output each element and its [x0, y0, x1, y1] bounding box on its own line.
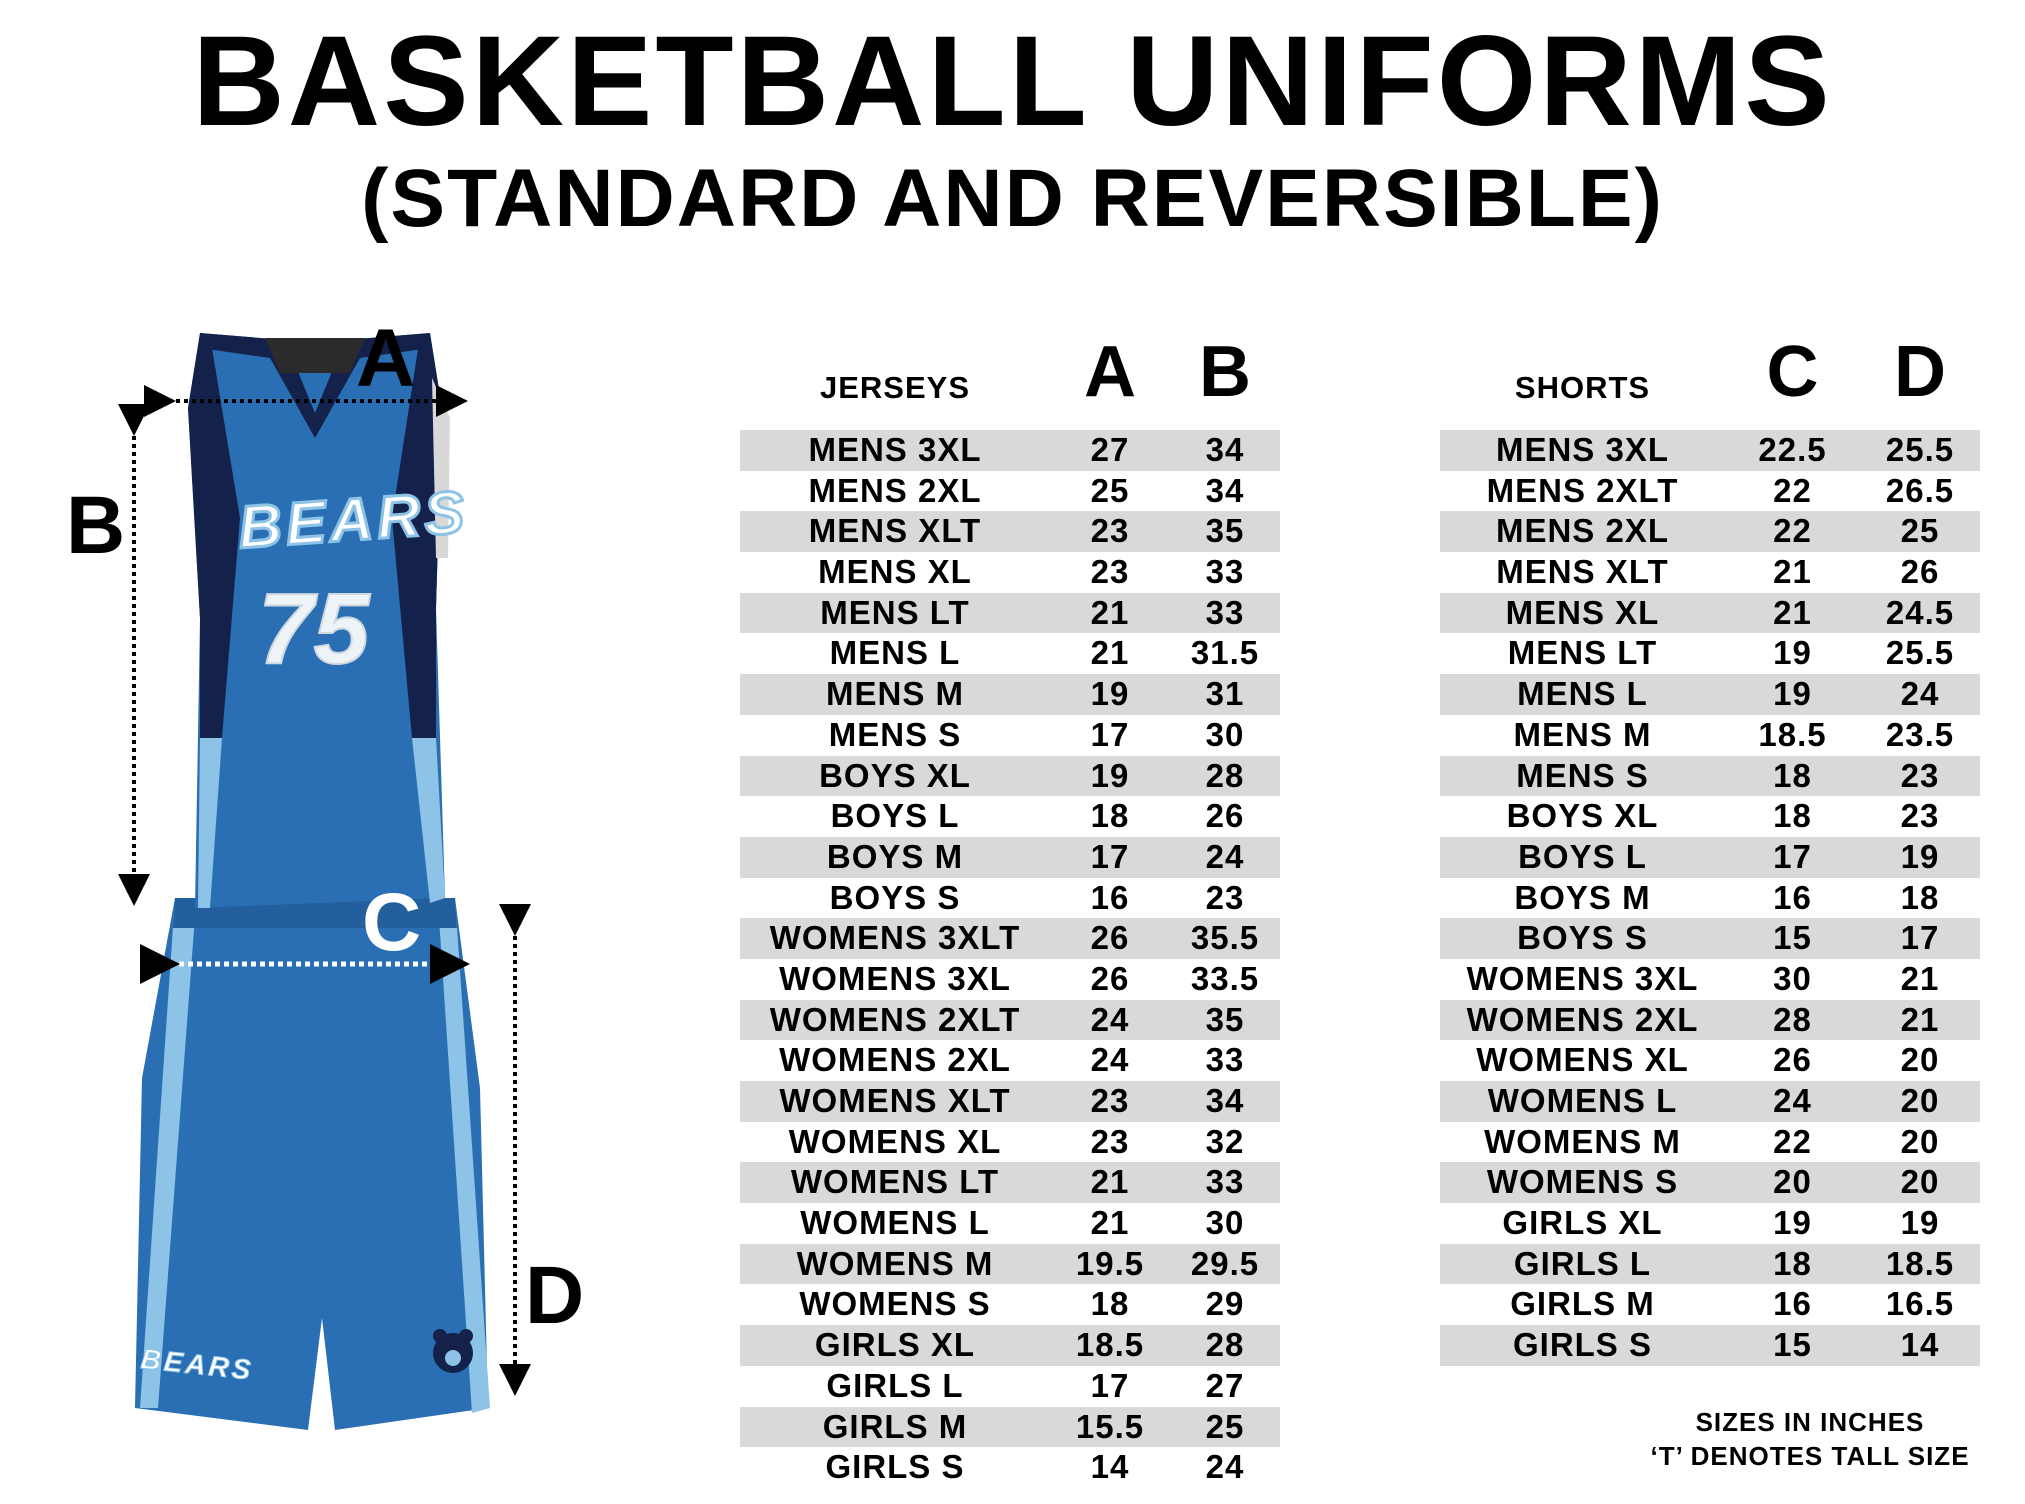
jerseys-cell-a: 19.5 [1075, 1244, 1145, 1282]
jerseys-table-row [740, 674, 1280, 715]
shorts-cell-d: 24 [1900, 675, 1940, 713]
jerseys-cell-a: 18 [1090, 1285, 1130, 1323]
jerseys-table-row [740, 1162, 1280, 1203]
shorts-cell-size: MENS 2XLT [1486, 471, 1679, 509]
jerseys-cell-b: 29.5 [1190, 1244, 1260, 1282]
shorts-cell-size: MENS 2XL [1495, 512, 1670, 550]
jerseys-table-header [740, 324, 1280, 416]
jerseys-header-a: A [1084, 332, 1136, 412]
shorts-cell-c: 21 [1773, 553, 1812, 591]
shorts-table-row [1440, 1000, 1980, 1041]
label-a: A [356, 318, 416, 404]
jerseys-cell-size: GIRLS S [825, 1448, 965, 1486]
shorts-cell-size: MENS XL [1505, 593, 1660, 631]
jersey-bears-text: BEARS [236, 478, 471, 561]
jerseys-cell-b: 31.5 [1190, 634, 1260, 672]
jerseys-cell-b: 28 [1205, 756, 1245, 794]
jerseys-table-row [740, 1122, 1280, 1163]
shorts-cell-size: BOYS L [1518, 837, 1647, 875]
shorts-cell-d: 20 [1900, 1163, 1940, 1201]
jerseys-cell-b: 35 [1205, 1000, 1245, 1038]
jerseys-cell-size: GIRLS M [822, 1407, 968, 1445]
jersey-number-text: 75 [258, 573, 370, 685]
jerseys-cell-b: 33 [1205, 553, 1245, 591]
jerseys-cell-b: 35 [1205, 512, 1245, 550]
jerseys-cell-a: 23 [1090, 512, 1130, 550]
shorts-cell-c: 22 [1773, 471, 1812, 509]
jerseys-cell-size: BOYS S [829, 878, 961, 916]
jerseys-cell-a: 16 [1090, 878, 1130, 916]
jerseys-size-table [740, 324, 1280, 1494]
page-subtitle: (STANDARD AND REVERSIBLE) [361, 153, 1664, 244]
shorts-cell-c: 17 [1773, 837, 1812, 875]
shorts-cell-size: BOYS XL [1506, 797, 1659, 835]
jerseys-cell-a: 21 [1090, 1163, 1130, 1201]
shorts-cell-d: 23.5 [1885, 715, 1955, 753]
jerseys-cell-b: 24 [1205, 837, 1245, 875]
jerseys-cell-b: 35.5 [1190, 919, 1260, 957]
jerseys-cell-a: 26 [1090, 959, 1130, 997]
shorts-cell-size: WOMENS S [1486, 1163, 1679, 1201]
jerseys-cell-b: 30 [1205, 715, 1245, 753]
shorts-table-row [1440, 715, 1980, 756]
shorts-table-row [1440, 471, 1980, 512]
jerseys-table-row [740, 1325, 1280, 1366]
jerseys-cell-size: WOMENS M [796, 1244, 994, 1282]
jerseys-cell-size: BOYS XL [819, 756, 971, 794]
shorts-header-c: C [1766, 332, 1819, 412]
shorts-cell-c: 19 [1773, 1204, 1812, 1242]
shorts-illustration [135, 898, 490, 1430]
shorts-table-row [1440, 1325, 1980, 1366]
jerseys-cell-a: 19 [1090, 675, 1130, 713]
jerseys-table-row [740, 471, 1280, 512]
shorts-cell-c: 30 [1773, 959, 1812, 997]
jerseys-cell-b: 33 [1205, 1163, 1245, 1201]
shorts-size-table [1440, 324, 1980, 1364]
jerseys-cell-size: MENS LT [820, 593, 970, 631]
jerseys-table-row [740, 715, 1280, 756]
jerseys-cell-size: MENS L [829, 634, 961, 672]
shorts-header-label: SHORTS [1514, 370, 1651, 405]
jerseys-cell-b: 28 [1205, 1326, 1245, 1364]
shorts-cell-d: 21 [1900, 1000, 1940, 1038]
shorts-cell-size: MENS M [1513, 715, 1652, 753]
jerseys-table-row [740, 1040, 1280, 1081]
jerseys-cell-a: 17 [1090, 837, 1130, 875]
shorts-table-row [1440, 756, 1980, 797]
jerseys-cell-b: 29 [1205, 1285, 1245, 1323]
jerseys-cell-a: 24 [1090, 1000, 1130, 1038]
jerseys-header-b: B [1199, 332, 1251, 412]
jerseys-cell-size: WOMENS S [799, 1285, 991, 1323]
jerseys-cell-size: WOMENS LT [790, 1163, 1000, 1201]
jerseys-table-row [740, 878, 1280, 919]
shorts-cell-size: MENS 3XL [1495, 431, 1670, 468]
shorts-table-row [1440, 511, 1980, 552]
bear-logo-icon [433, 1329, 473, 1373]
shorts-cell-size: GIRLS L [1513, 1244, 1652, 1282]
jerseys-cell-size: MENS S [828, 715, 962, 753]
shorts-cell-c: 21 [1773, 593, 1812, 631]
jerseys-table-row [740, 1447, 1280, 1488]
shorts-table-row [1440, 430, 1980, 471]
shorts-cell-size: BOYS S [1517, 919, 1648, 957]
shorts-cell-c: 26 [1773, 1041, 1812, 1079]
jerseys-table-row [740, 1203, 1280, 1244]
shorts-cell-d: 19 [1900, 1204, 1940, 1242]
jerseys-table-row [740, 633, 1280, 674]
shorts-cell-d: 23 [1900, 756, 1940, 794]
jerseys-cell-a: 27 [1090, 431, 1130, 468]
shorts-header-d: D [1894, 332, 1946, 412]
jerseys-cell-size: MENS XL [818, 553, 972, 591]
shorts-table-row [1440, 1284, 1980, 1325]
jerseys-cell-a: 21 [1090, 634, 1130, 672]
shorts-cell-size: GIRLS XL [1502, 1204, 1663, 1242]
uniform-illustration [60, 318, 600, 1448]
jerseys-cell-a: 26 [1090, 919, 1130, 957]
page-title: BASKETBALL UNIFORMS [192, 10, 1833, 153]
jerseys-cell-b: 31 [1205, 675, 1245, 713]
shorts-cell-size: GIRLS M [1510, 1285, 1655, 1323]
jerseys-cell-size: WOMENS 2XL [779, 1041, 1011, 1079]
uniform-diagram [60, 318, 600, 1448]
shorts-cell-size: WOMENS M [1484, 1122, 1681, 1160]
jerseys-cell-a: 19 [1090, 756, 1130, 794]
shorts-cell-size: MENS S [1516, 756, 1649, 794]
jerseys-table-row [740, 1081, 1280, 1122]
shorts-cell-size: WOMENS XL [1476, 1041, 1689, 1079]
shorts-cell-d: 24.5 [1885, 593, 1955, 631]
jerseys-table-row [740, 959, 1280, 1000]
jerseys-cell-b: 27 [1205, 1366, 1245, 1404]
shorts-table-row [1440, 837, 1980, 878]
shorts-cell-d: 26 [1900, 553, 1940, 591]
shorts-cell-d: 21 [1900, 959, 1940, 997]
shorts-cell-c: 18 [1773, 756, 1812, 794]
shorts-table-row [1440, 1081, 1980, 1122]
jerseys-cell-size: WOMENS L [800, 1204, 990, 1242]
jerseys-cell-size: WOMENS XLT [779, 1082, 1011, 1119]
jerseys-cell-a: 17 [1090, 715, 1130, 753]
shorts-cell-d: 14 [1900, 1326, 1940, 1364]
jersey-illustration [188, 333, 470, 908]
label-d: D [525, 1250, 585, 1341]
jerseys-cell-size: WOMENS 2XLT [769, 1000, 1021, 1038]
jerseys-cell-a: 18 [1090, 797, 1130, 835]
jerseys-cell-size: BOYS L [830, 797, 960, 835]
jerseys-cell-size: MENS 3XL [808, 431, 982, 468]
shorts-table-row [1440, 1162, 1980, 1203]
jerseys-table-row [740, 1407, 1280, 1448]
shorts-cell-c: 18 [1773, 797, 1812, 835]
shorts-cell-c: 15 [1773, 1326, 1812, 1364]
shorts-cell-d: 20 [1900, 1082, 1940, 1119]
shorts-table-row [1440, 1203, 1980, 1244]
shorts-cell-d: 16.5 [1885, 1285, 1955, 1323]
shorts-cell-c: 20 [1773, 1163, 1812, 1201]
shorts-cell-d: 25 [1900, 512, 1940, 550]
jerseys-cell-size: MENS XLT [808, 512, 982, 550]
shorts-cell-c: 18 [1773, 1244, 1812, 1282]
jerseys-cell-a: 18.5 [1075, 1326, 1145, 1364]
jerseys-cell-size: GIRLS L [826, 1366, 964, 1404]
shorts-cell-c: 22 [1773, 512, 1812, 550]
shorts-table-row [1440, 593, 1980, 634]
shorts-rows [1440, 430, 1980, 1366]
shorts-table-row [1440, 633, 1980, 674]
shorts-cell-d: 25.5 [1885, 431, 1955, 468]
shorts-cell-size: WOMENS 3XL [1466, 959, 1699, 997]
jerseys-table-row [740, 756, 1280, 797]
jerseys-cell-b: 34 [1205, 1082, 1245, 1119]
jerseys-cell-size: MENS 2XL [808, 471, 982, 509]
jerseys-cell-b: 30 [1205, 1204, 1245, 1242]
shorts-cell-c: 19 [1773, 634, 1812, 672]
shorts-cell-d: 20 [1900, 1122, 1940, 1160]
jerseys-cell-b: 24 [1205, 1448, 1245, 1486]
shorts-cell-d: 19 [1900, 837, 1940, 875]
shorts-cell-c: 22.5 [1758, 431, 1827, 468]
jerseys-cell-b: 25 [1205, 1407, 1245, 1445]
jerseys-rows [740, 430, 1280, 1488]
note-tall: ‘T’ DENOTES TALL SIZE [1650, 1441, 1970, 1471]
shorts-cell-c: 16 [1773, 878, 1812, 916]
shorts-table-header [1440, 324, 1980, 416]
jerseys-cell-b: 26 [1205, 797, 1245, 835]
jerseys-cell-size: WOMENS XL [788, 1122, 1002, 1160]
note-units: SIZES IN INCHES [1695, 1407, 1925, 1437]
shorts-cell-d: 20 [1900, 1041, 1940, 1079]
jerseys-table-row [740, 918, 1280, 959]
jerseys-cell-a: 23 [1090, 1082, 1130, 1119]
shorts-table-row [1440, 552, 1980, 593]
jerseys-cell-b: 33 [1205, 593, 1245, 631]
jerseys-header-label: JERSEYS [819, 370, 970, 405]
shorts-bears-text: BEARS [139, 1343, 256, 1386]
shorts-table-row [1440, 959, 1980, 1000]
shorts-cell-size: GIRLS S [1512, 1326, 1653, 1364]
shorts-cell-size: WOMENS L [1487, 1082, 1678, 1119]
jerseys-table-row [740, 1366, 1280, 1407]
shorts-cell-c: 28 [1773, 1000, 1812, 1038]
shorts-cell-d: 18 [1900, 878, 1940, 916]
shorts-table-row [1440, 918, 1980, 959]
jerseys-cell-size: BOYS M [826, 837, 964, 875]
jerseys-table-row [740, 593, 1280, 634]
shorts-cell-c: 16 [1773, 1285, 1812, 1323]
jerseys-table-row [740, 796, 1280, 837]
shorts-table-row [1440, 1244, 1980, 1285]
jerseys-cell-a: 21 [1090, 1204, 1130, 1242]
jerseys-cell-b: 34 [1205, 471, 1245, 509]
jerseys-table-row [740, 1244, 1280, 1285]
jerseys-cell-size: MENS M [826, 675, 964, 713]
shorts-cell-d: 23 [1900, 797, 1940, 835]
jerseys-cell-b: 33 [1205, 1041, 1245, 1079]
shorts-cell-size: MENS LT [1507, 634, 1658, 672]
jerseys-table-row [740, 430, 1280, 471]
jerseys-table-row [740, 837, 1280, 878]
shorts-cell-size: MENS XLT [1496, 553, 1669, 591]
label-c: C [362, 877, 422, 968]
jerseys-cell-b: 33.5 [1190, 959, 1260, 997]
jerseys-table-row [740, 1000, 1280, 1041]
shorts-table-row [1440, 674, 1980, 715]
shorts-cell-size: BOYS M [1514, 878, 1651, 916]
jerseys-cell-b: 23 [1205, 878, 1245, 916]
shorts-cell-c: 24 [1773, 1082, 1812, 1119]
jerseys-cell-a: 21 [1090, 593, 1130, 631]
jerseys-cell-size: WOMENS 3XL [779, 959, 1011, 997]
shorts-table-row [1440, 1122, 1980, 1163]
jerseys-cell-a: 14 [1090, 1448, 1130, 1486]
shorts-cell-c: 19 [1773, 675, 1812, 713]
jerseys-cell-b: 34 [1205, 431, 1245, 468]
shorts-cell-c: 22 [1773, 1122, 1812, 1160]
jerseys-cell-a: 25 [1090, 471, 1130, 509]
jerseys-cell-a: 23 [1090, 1122, 1130, 1160]
jerseys-table-row [740, 511, 1280, 552]
shorts-cell-d: 17 [1900, 919, 1940, 957]
shorts-cell-d: 25.5 [1885, 634, 1955, 672]
shorts-cell-size: WOMENS 2XL [1466, 1000, 1699, 1038]
label-b: B [66, 480, 126, 571]
shorts-cell-d: 18.5 [1885, 1244, 1955, 1282]
shorts-table-row [1440, 878, 1980, 919]
jerseys-cell-b: 32 [1205, 1122, 1245, 1160]
jerseys-cell-a: 17 [1090, 1366, 1130, 1404]
shorts-cell-c: 18.5 [1758, 715, 1827, 753]
jerseys-cell-size: WOMENS 3XLT [769, 919, 1021, 957]
shorts-cell-d: 26.5 [1885, 471, 1955, 509]
jerseys-table-row [740, 1284, 1280, 1325]
jerseys-cell-a: 23 [1090, 553, 1130, 591]
jerseys-table-row [740, 552, 1280, 593]
shorts-cell-size: MENS L [1517, 675, 1648, 713]
shorts-cell-c: 15 [1773, 919, 1812, 957]
shorts-table-row [1440, 1040, 1980, 1081]
jerseys-cell-size: GIRLS XL [814, 1326, 976, 1364]
jerseys-cell-a: 24 [1090, 1041, 1130, 1079]
jerseys-cell-a: 15.5 [1075, 1407, 1145, 1445]
size-note [1640, 1405, 1980, 1473]
shorts-table-row [1440, 796, 1980, 837]
